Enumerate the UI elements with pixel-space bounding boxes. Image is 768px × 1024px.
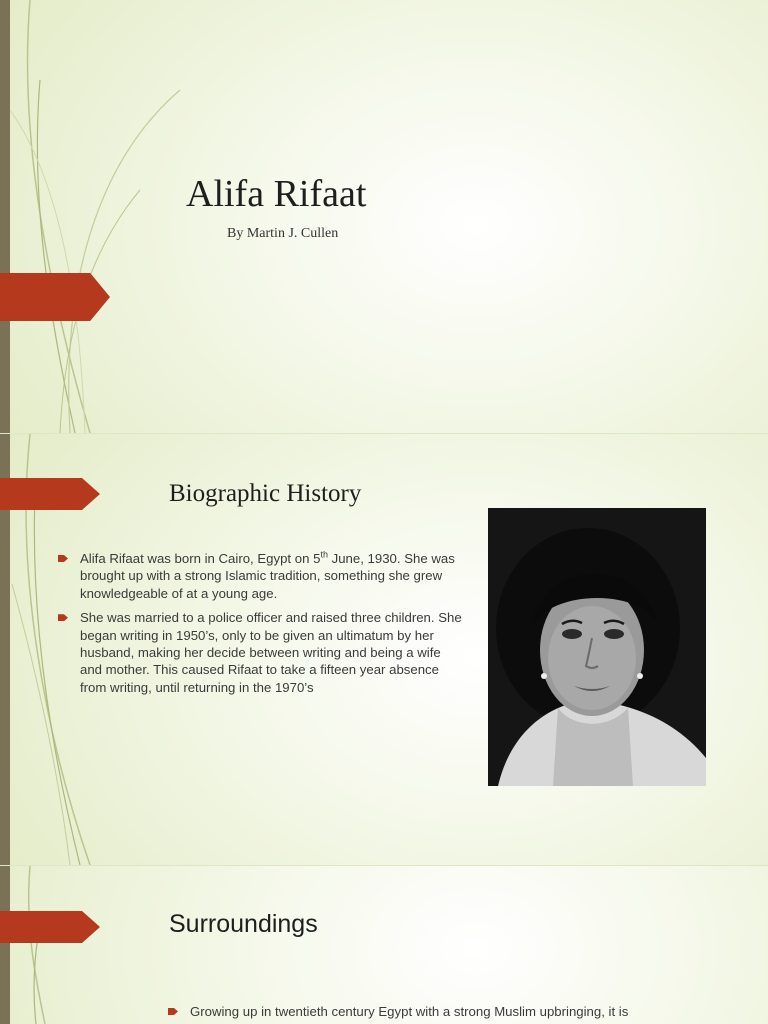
surroundings-slide	[0, 866, 768, 1024]
list-item: Growing up in twentieth century Egypt with a strong Muslim upbringing, it is	[168, 1003, 748, 1020]
title-slide	[0, 0, 768, 433]
list-item: Alifa Rifaat was born in Cairo, Egypt on 5th June, 1930. She was brought up with a strong Islamic tradition, something she grew knowledgeable of at a young age.	[58, 550, 466, 602]
bullet-list	[168, 1003, 748, 1024]
list-item: She was married to a police officer and raised three children. She began writing in 1950’s, only to be given an ultimatum by her husband, making her decide between writing and being a wife and mother. This caused Rifaat to take a fifteen year absence from writing, until returning in the 1970’s	[58, 609, 466, 696]
arrow-bullet-icon	[58, 555, 68, 562]
decorative-curves	[0, 0, 200, 433]
portrait-illustration	[488, 508, 706, 786]
presentation-subtitle: By Martin J. Cullen	[227, 226, 339, 241]
biography-slide	[0, 434, 768, 865]
presentation-title: Alifa Rifaat	[186, 173, 367, 215]
author-portrait	[488, 508, 706, 786]
arrow-bullet-icon	[58, 614, 68, 621]
arrow-bullet-icon	[168, 1008, 178, 1015]
bullet-list	[58, 550, 466, 703]
chevron-marker	[0, 273, 110, 321]
section-title: Biographic History	[169, 480, 362, 507]
chevron-marker	[0, 911, 100, 943]
section-title: Surroundings	[169, 910, 318, 938]
chevron-marker	[0, 478, 100, 510]
decorative-curves	[0, 866, 120, 1024]
